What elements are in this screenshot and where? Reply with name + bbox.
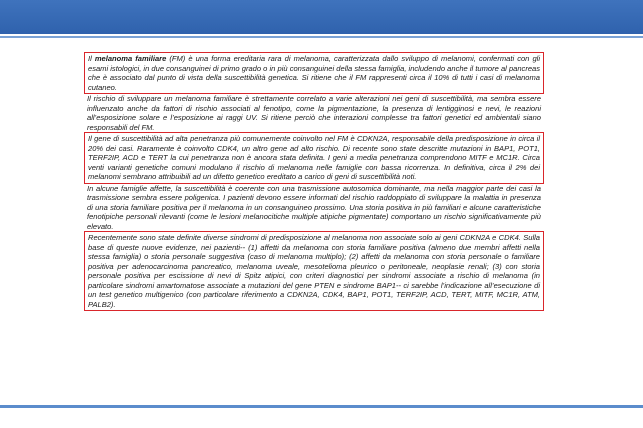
slide-header-bar (0, 0, 643, 34)
paragraph-susceptibility-genes: Il gene di suscettibilità ad alta penetranza più comunemente coinvolto nel FM è CDKN2A, responsabile della predisposizione in circa il 20% dei casi. Raramente è coinvolto CDK4, un altro gene ad alto rischio. Di recente sono state descritte mutazioni in BAP1, POT1, TERF2IP, ACD e TERT la cui penetranza non è ancora stata definita. I geni a media penetranza comprendono MITF e MC1R. Circa venti varianti genetiche comuni modulano il rischio di melanoma nelle famiglie con bassa ricorrenza. In definitiva, circa il 2% dei melanomi sembrano attribuibili ad un difetto genetico ereditato a carico di geni di suscettibilità noti. (84, 132, 544, 184)
footer-divider (0, 405, 643, 408)
paragraph-risk-factors: Il rischio di sviluppare un melanoma familiare è strettamente correlato a varie alterazioni nei geni di suscettibilità, ma sembra essere influenzato anche da fattori di rischio associati al fenotipo, come la pigmentazione, la presenza di lentigginosi e nevi, le reazioni all’esposizione solare e l’esposizione ai raggi UV. Si ritiene perciò che interazioni complesse tra fattori genetici ed ambientali siano responsabili del FM. (87, 94, 541, 132)
paragraph-transmission: In alcune famiglie affette, la suscettibilità è coerente con una trasmissione autosomica dominante, ma nella maggior parte dei casi la trasmissione sembra essere poligenica. I pazienti devono essere informati del rischio raddoppiato di sviluppare la malattia in presenza di una storia familiare positiva per il melanoma in un consanguineo prossimo. Una storia positiva in più familiari e alcune caratteristiche fenotipiche personali rilevanti (come le lesioni melanocitiche multiple atipiche pigmentate) comportano un rischio significativamente più elevato. (87, 183, 541, 231)
slide-body (84, 52, 544, 311)
paragraph-syndromes: Recentemente sono state definite diverse sindromi di predisposizione al melanoma non associate solo ai geni CDKN2A e CDK4. Sulla base di queste nuove evidenze, nei pazienti-- (1) affetti da melanoma con storia familiare positiva (almeno due membri affetti nella stessa famiglia) o storia personale suggestiva (caso di melanoma multiplo); (2) affetti da melanoma con storia personale o familiare positiva per adenocarcinoma pancreatico, melanoma uveale, mesotelioma pleurico o peritoneale, neoplasie renali; (3) con storia personale positiva per escissione di nevi di Spitz atipici, con criteri diagnostici per sindromi associate a rischio di melanoma (in particolare sindromi amartomatose associate a mutazioni del gene PTEN e sindrome BAP1-- ci sarebbe l’indicazione all’esecuzione di un test genetico multigenico (con particolare riferimento a CDKN2A, CDK4, BAP1, POT1, TERF2IP, ACD, TERT, MITF, MC1R, ATM, PALB2). (84, 231, 544, 311)
paragraph-definition: Il melanoma familiare (FM) è una forma ereditaria rara di melanoma, caratterizzata dallo sviluppo di melanomi, confermati con gli esami istologici, in due consanguinei di primo grado o in più consanguinei della stessa famiglia, includendo anche il tumore al pancreas che è associato dal punto di vista della suscettibilità genetica. Si ritiene che il FM rappresenti circa il 10% di tutti i casi di melanoma cutaneo. (84, 52, 544, 94)
term-familial-melanoma: melanoma familiare (94, 54, 167, 63)
header-divider (0, 36, 643, 38)
